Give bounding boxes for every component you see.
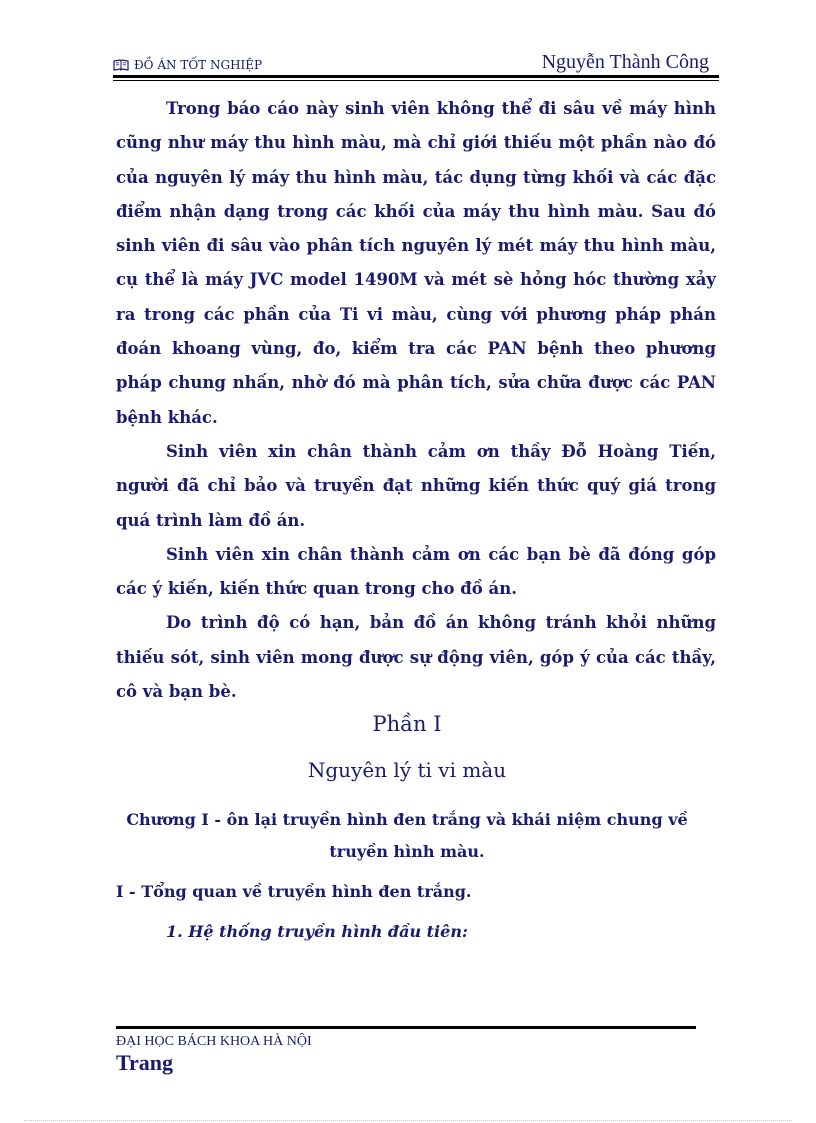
header-rule xyxy=(113,75,719,80)
footer-rule xyxy=(116,1026,696,1029)
book-icon xyxy=(113,59,129,71)
section-heading: I - Tổng quan về truyền hình đen trắng. xyxy=(116,882,472,901)
part-subtitle: Nguyên lý ti vi màu xyxy=(307,758,507,782)
chapter-title: Chương I - ôn lại truyền hình đen trắng và khái niệm chung về truyền hình màu. xyxy=(126,810,688,861)
footer-page-label: Trang xyxy=(116,1050,174,1075)
page-edge-divider xyxy=(24,1120,792,1121)
paragraph-thanks-friends: Sinh viên xin chân thành cảm ơn các bạn bè đã đóng góp các ý kiến, kiến thức quan trong cho đồ án. xyxy=(116,544,716,599)
paragraph-closing: Do trình độ có hạn, bản đồ án không tránh khỏi những thiếu sót, sinh viên mong được sự động viên, góp ý của các thầy, cô và bạn bè. xyxy=(116,613,716,702)
header-left xyxy=(113,58,262,72)
author-name: Nguyễn Thành Công xyxy=(541,51,709,73)
part-title: Phần I xyxy=(372,712,442,736)
footer-university: ĐẠI HỌC BÁCH KHOA HÀ NỘI xyxy=(116,1034,312,1049)
page-header xyxy=(113,46,719,80)
subsection-heading: 1. Hệ thống truyền hình đầu tiên: xyxy=(166,922,468,941)
paragraph-introduction: Trong báo cáo này sinh viên không thể đi sâu về máy hình cũng như máy thu hình màu, mà chỉ giới thiếu một phần nào đó của nguyên lý máy thu hình màu, tác dụng từng khối và các đặc điểm nhận dạng trong các khối của máy thu hình màu. Sau đó sinh viên đi sâu vào phân tích nguyên lý mét máy thu hình màu, cụ thể là máy JVC model 1490M và mét sè hỏng hóc thường xảy ra trong các phần của Ti vi màu, cùng với phương pháp phán đoán khoang vùng, đo, kiểm tra các PAN bệnh theo phương pháp chung nhấn, nhờ đó mà phân tích, sửa chữa được các PAN bệnh khác. xyxy=(116,99,716,427)
paragraph-thanks-teacher: Sinh viên xin chân thành cảm ơn thầy Đỗ Hoàng Tiến, người đã chỉ bảo và truyền đạt những kiến thức quý giá trong quá trình làm đồ án. xyxy=(116,441,716,530)
document-type-label: ĐỒ ÁN TỐT NGHIỆP xyxy=(134,58,263,72)
body-text xyxy=(116,92,716,709)
